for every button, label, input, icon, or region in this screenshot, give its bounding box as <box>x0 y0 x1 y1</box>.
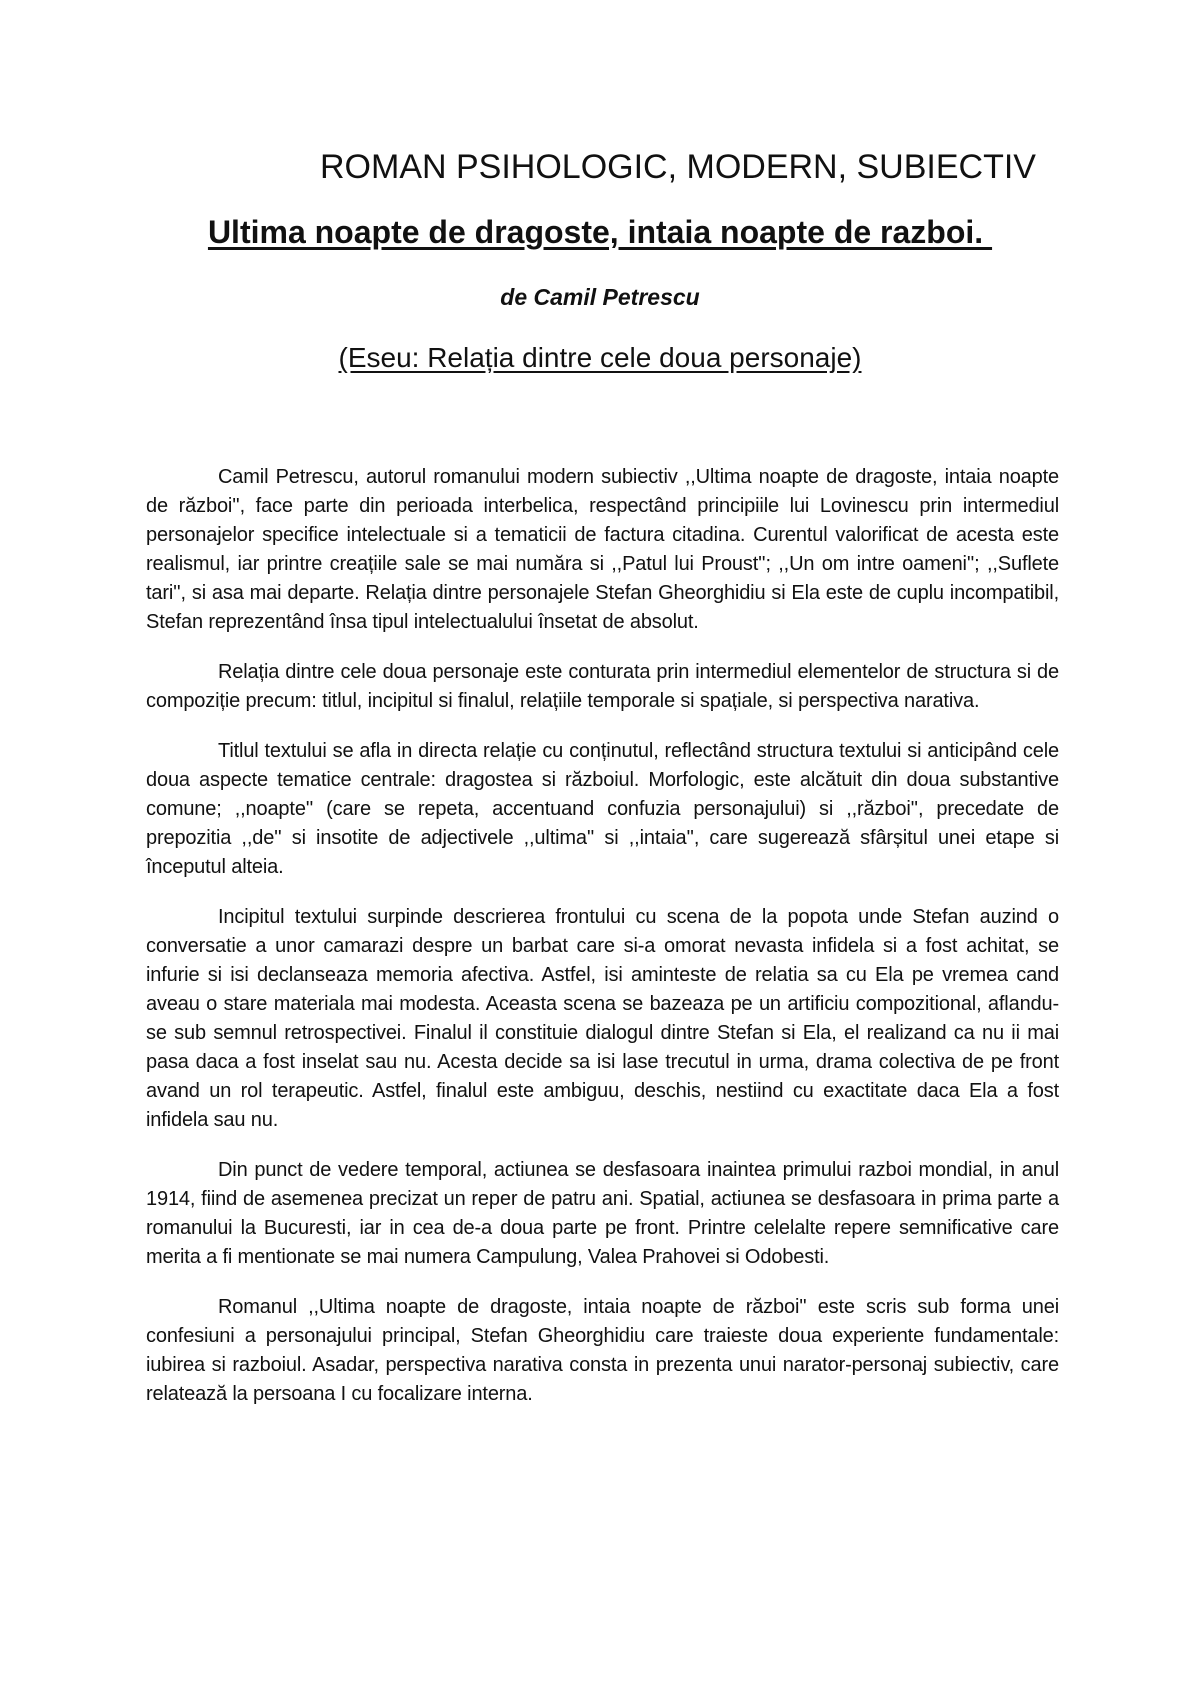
paragraph-incipit-final: Incipitul textului surpinde descrierea frontului cu scena de la popota unde Stefan auzind o conversatie a unor camarazi despre un barbat care si-a omorat nevasta infidela si a fost achitat, se infurie si isi declanseaza memoria afectiva. Astfel, isi aminteste de relatia sa cu Ela pe vremea cand aveau o stare materiala mai modesta. Aceasta scena se bazeaza pe un artificiu compozitional, aflandu-se sub semnul retrospectivei. Finalul il constituie dialogul dintre Stefan si Ela, el realizand ca nu ii mai pasa daca a fost inselat sau nu. Acesta decide sa isi lase trecutul in urma, drama colectiva de pe front avand un rol terapeutic. Astfel, finalul este ambiguu, deschis, nestiind cu exactitate daca Ela a fost infidela sau nu. <box>146 906 1059 1131</box>
author-line: de Camil Petrescu <box>500 284 700 310</box>
paragraph-title-analysis: Titlul textului se afla in directa relație cu conținutul, reflectând structura textului si anticipând cele doua aspecte tematice centrale: dragostea si războiul. Morfologic, este alcătuit din doua substantive comune; ,,noapte'' (care se repeta, accentuand confuzia personajului) si ,,război'', precedate de prepozitia ,,de'' si insotite de adjectivele ,,ultima'' si ,,intaia'', care sugerează sfârșitul unei etape si începutul alteia. <box>146 740 1059 878</box>
document-body <box>146 463 1059 1430</box>
essay-subtitle: (Eseu: Relația dintre cele doua personaje) <box>338 342 862 373</box>
paragraph-structure: Relația dintre cele doua personaje este conturata prin intermediul elementelor de structura si de compoziție precum: titlul, incipitul si finalul, relațiile temporale si spațiale, si perspectiva narativa. <box>146 661 1059 712</box>
paragraph-intro: Camil Petrescu, autorul romanului modern subiectiv ,,Ultima noapte de dragoste, intaia noapte de război'', face parte din perioada interbelica, respectând principiile lui Lovinescu prin intermediul personajelor specifice intelectuale si a tematicii de factura citadina. Curentul valorificat de acesta este realismul, iar printre creațiile sale se mai număra si ,,Patul lui Proust''; ,,Un om intre oameni''; ,,Suflete tari'', si asa mai departe. Relația dintre personajele Stefan Gheorghidiu si Ela este de cuplu incompatibil, Stefan reprezentând însa tipul intelectualului însetat de absolut. <box>146 466 1059 633</box>
genre-heading: ROMAN PSIHOLOGIC, MODERN, SUBIECTIV <box>320 148 1036 186</box>
paragraph-perspective: Romanul ,,Ultima noapte de dragoste, intaia noapte de război'' este scris sub forma unei confesiuni a personajului principal, Stefan Gheorghidiu care traieste doua experiente fundamentale: iubirea si razboiul. Asadar, perspectiva narativa consta in prezenta unui narator-personaj subiectiv, care relatează la persoana I cu focalizare interna. <box>146 1296 1059 1405</box>
paragraph-time-space: Din punct de vedere temporal, actiunea se desfasoara inaintea primului razboi mondial, in anul 1914, fiind de asemenea precizat un reper de patru ani. Spatial, actiunea se desfasoara in prima parte a romanului la Bucuresti, iar in cea de-a doua parte pe front. Printre celelalte repere semnificative care merita a fi mentionate se mai numera Campulung, Valea Prahovei si Odobesti. <box>146 1159 1059 1268</box>
document-title: Ultima noapte de dragoste, intaia noapte de razboi. <box>207 214 993 250</box>
